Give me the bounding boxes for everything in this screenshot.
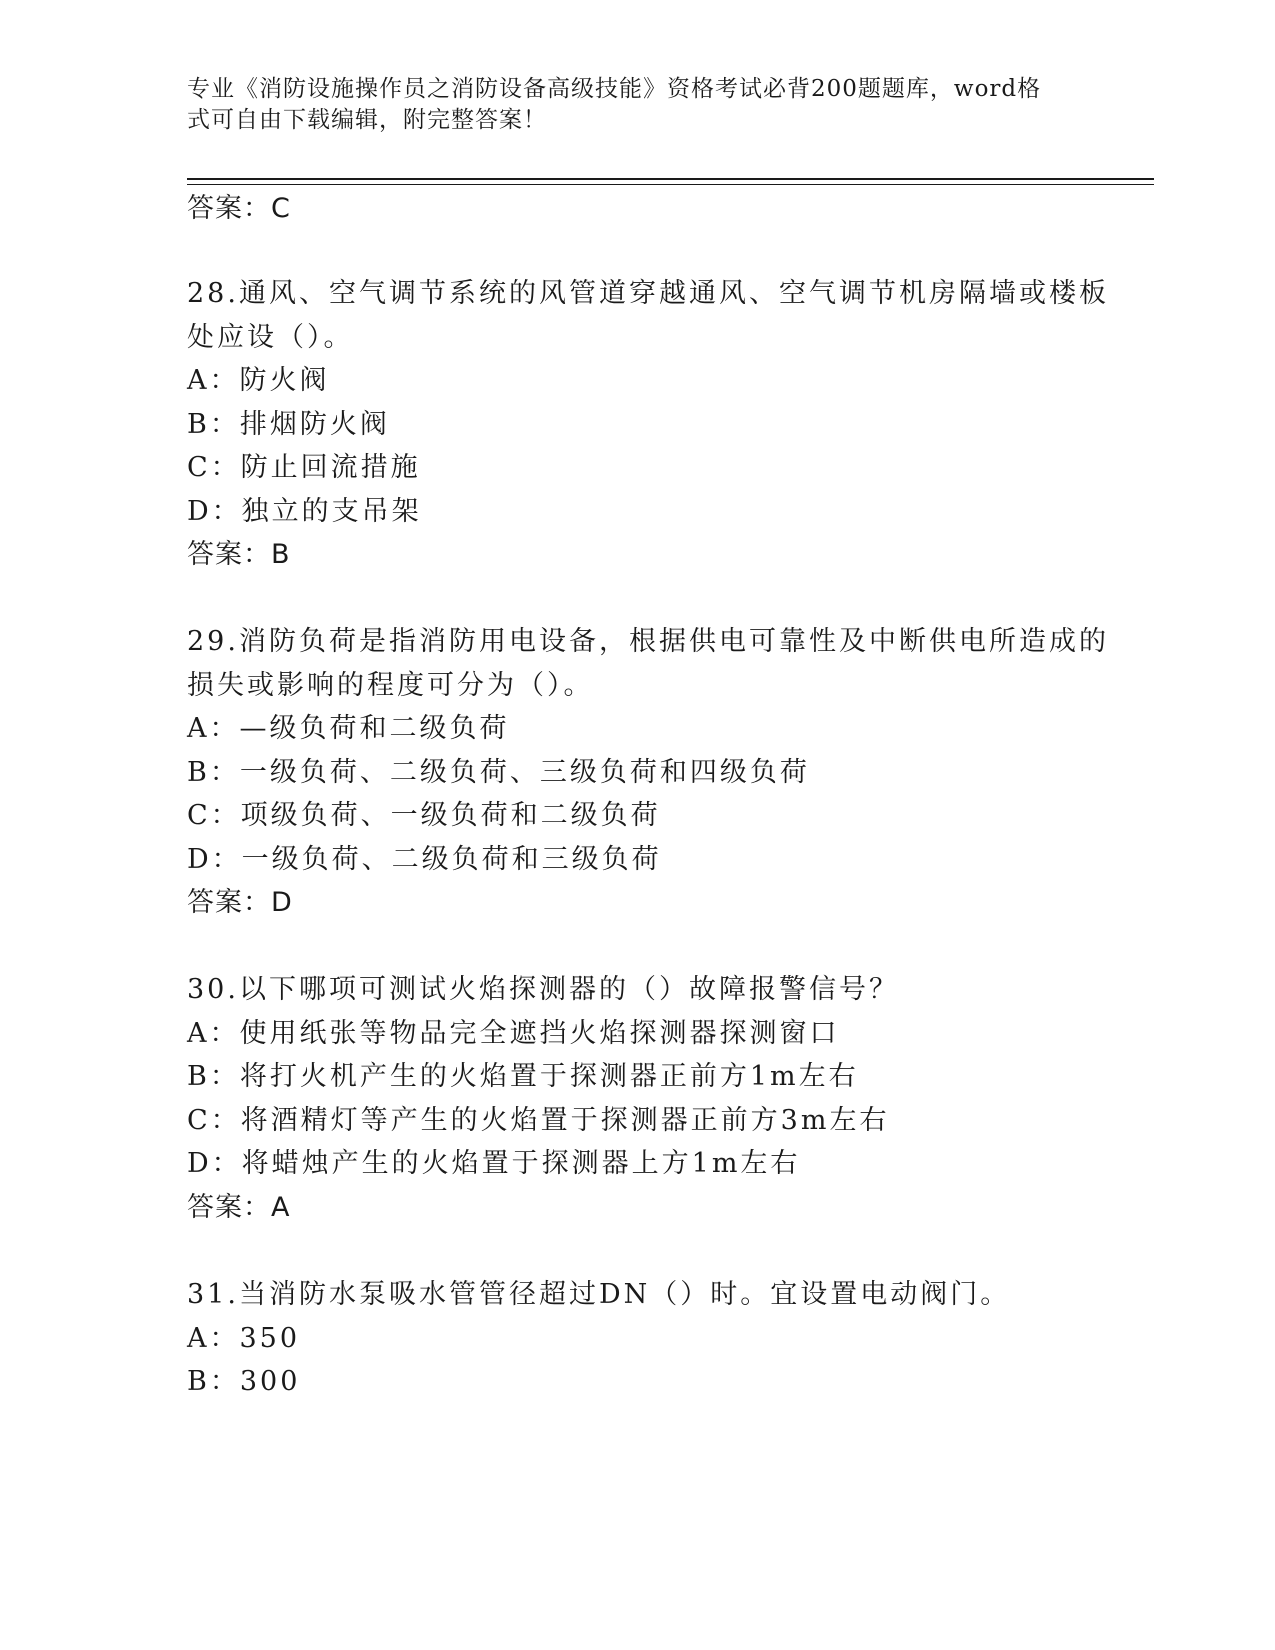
option-a: A：350 [187,1323,301,1354]
answer: 答案：A [187,1192,291,1223]
question-stem-continued: 损失或影响的程度可分为（）。 [187,670,594,701]
option-d: D：一级负荷、二级负荷和三级负荷 [187,844,662,875]
option-a: A：使用纸张等物品完全遮挡火焰探测器探测窗口 [187,1018,840,1049]
option-b: B：排烟防火阀 [187,409,390,440]
header-rule-thick [187,178,1154,180]
previous-answer: 答案：C [187,193,291,224]
header-rule-thin [187,184,1154,185]
option-b: B：300 [187,1366,301,1397]
question-stem: 29.消防负荷是指消防用电设备，根据供电可靠性及中断供电所造成的 [187,626,1109,657]
answer: 答案：B [187,539,291,570]
header-line-1: 专业《消防设施操作员之消防设备高级技能》资格考试必背200题题库，word格 [187,76,1042,102]
option-d: D：独立的支吊架 [187,496,422,527]
option-d: D：将蜡烛产生的火焰置于探测器上方1m左右 [187,1148,801,1179]
option-a: A：—级负荷和二级负荷 [187,713,510,744]
option-b: B：一级负荷、二级负荷、三级负荷和四级负荷 [187,757,810,788]
question-stem: 31.当消防水泵吸水管管径超过DN（）时。宜设置电动阀门。 [187,1279,1011,1310]
answer: 答案：D [187,887,293,918]
header-text [187,74,1067,136]
option-a: A：防火阀 [187,365,330,396]
option-c: C：项级负荷、一级负荷和二级负荷 [187,800,661,831]
question-stem-continued: 处应设（）。 [187,322,354,353]
option-b: B：将打火机产生的火焰置于探测器正前方1m左右 [187,1061,859,1092]
question-stem: 30.以下哪项可测试火焰探测器的（）故障报警信号？ [187,974,899,1005]
option-c: C：防止回流措施 [187,452,421,483]
header-line-2: 式可自由下载编辑，附完整答案！ [187,107,547,133]
question-stem: 28.通风、空气调节系统的风管道穿越通风、空气调节机房隔墙或楼板 [187,278,1109,309]
option-c: C：将酒精灯等产生的火焰置于探测器正前方3m左右 [187,1105,890,1136]
